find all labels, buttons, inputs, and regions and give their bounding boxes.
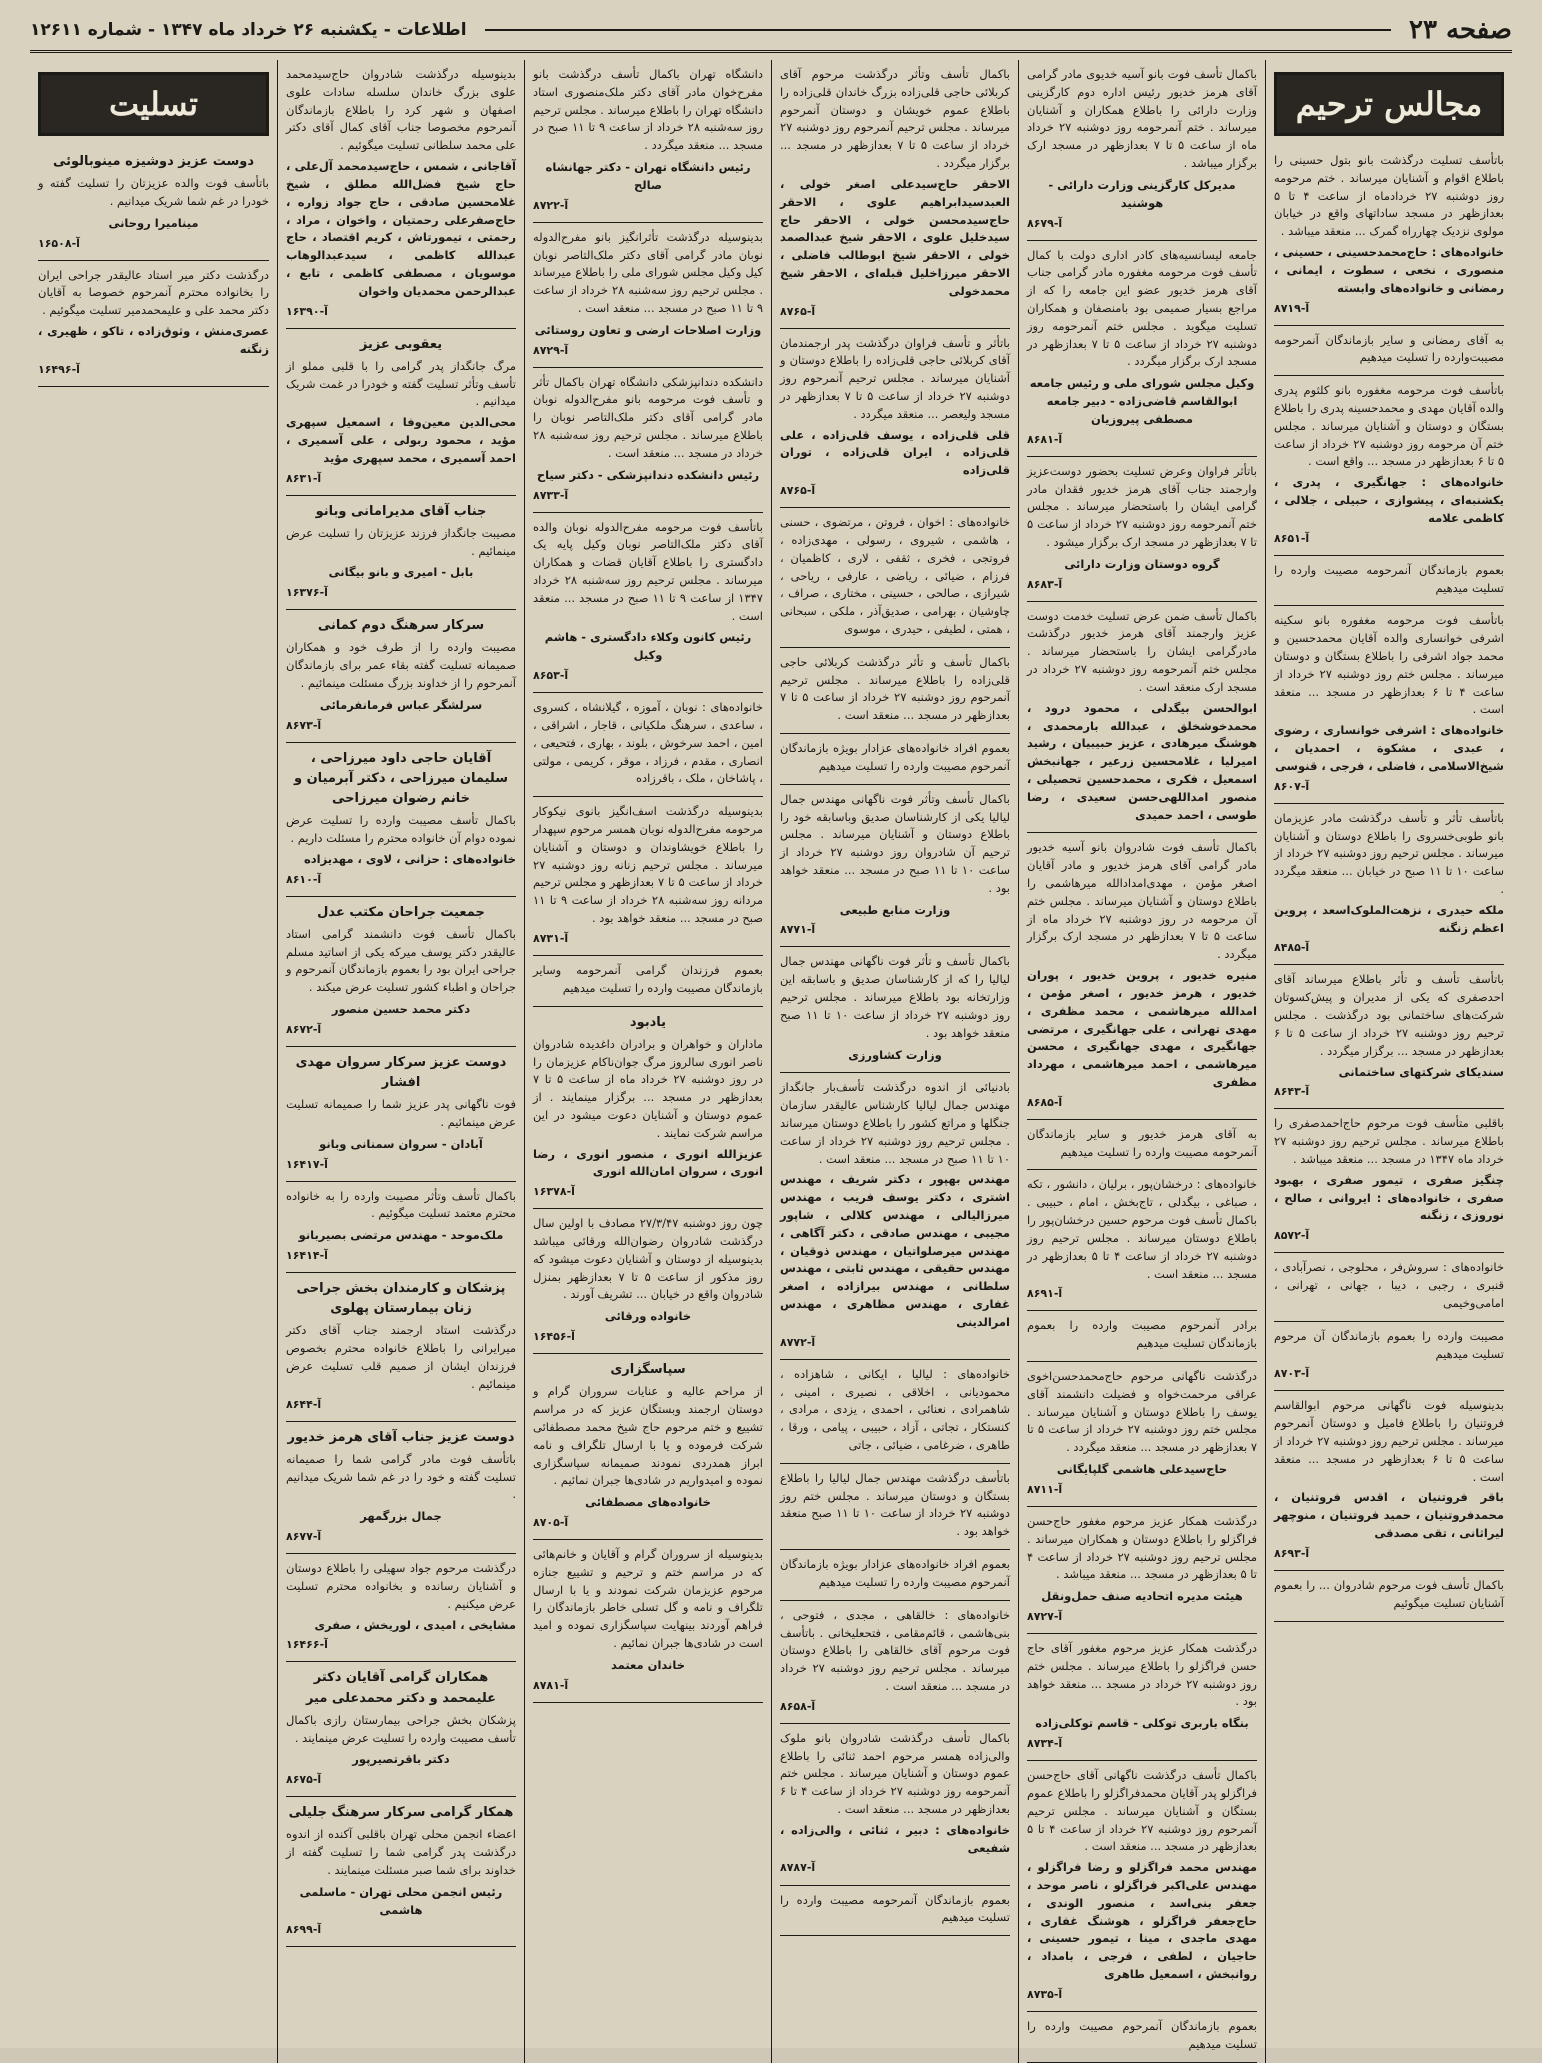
notice-body: جامعه لیسانسیه‌های کادر اداری دولت با کمال تأسف فوت مرحومه مغفوره مادر گرامی جناب آقای هرمز خدیور عضو این جامعه را که از مراجع بسیار صمیمی بود بامنصفان و همکاران تسلیت میگوید . مجلس ختم آنمرحومه روز دوشنبه ۲۷ خرداد از ساعت ۵ تا ۷ بعدازظهر در مسجد ارک برگزار میگردد . [1027,247,1258,369]
notice-body: بدینوسیله از سروران گرام و آقایان و خانم‌هائی که در مراسم ختم و ترحیم و تشییع جنازه مرحوم عزیزمان شرکت نمودند و یا با ارسال تلگراف و نامه و گل تسلی خاطر بازماندگان را فراهم آوردند بینهایت سپاسگزاری نموده و امید است در شادی‌ها جبران نمائیم . [533,1547,763,1651]
notice-code: آ-۸۶۴۴ [286,1397,322,1411]
notice-signature: دکتر محمد حسین منصور [331,1002,471,1017]
notice-code: آ-۸۶۷۳ [286,718,322,732]
notice-code: آ-۸۶۴۳ [1274,1085,1310,1099]
notice [286,610,516,742]
notice-code: آ-۸۵۷۲ [1274,1229,1310,1243]
notice-body: باکمال تأسف فوت دانشمند گرامی استاد عالیقدر دکتر یوسف میرکه یکی از اساتید مسلم جراحی ایران بود را بعموم بازماندگان آنمرحوم و جراحان و اطباء کشور تسلیت عرض میکند . [286,926,516,995]
notice-family: مشایخی ، امیدی ، لوریخش ، صفری [314,1617,516,1632]
notice-code: آ-۱۶۵۰۸ [38,236,80,250]
notice [780,329,1010,509]
notice [1027,1507,1257,1634]
notice [533,1209,763,1354]
notice [533,513,763,694]
notice-family: عزیزالله انوری ، منصور انوری ، رضا انوری ، سروان امان‌الله انوری [533,1146,763,1179]
notice-code: آ-۸۷۱۱ [1027,1482,1063,1496]
notice-code: آ-۸۷۲۹ [533,343,569,357]
notice-body: بعموم بازماندگان آنمرحومه مصیبت وارده را تسلیت میدهیم [1274,562,1504,595]
notice-body: درگذشت ناگهانی مرحوم حاج‌محمدحسن‌اخوی عراقی مرحمت‌خواه و فضیلت دانشمند آقای یوسف را باطلاع دوستان و آشنایان میرساند . مجلس ختم روز دوشنبه ۲۷ خرداد از ساعت ۵ تا ۷ بعدازظهر در مسجد ... منعقد میگردد . [1027,1368,1257,1455]
notice-body: باقلبی متأسف فوت مرحوم حاج‌احمدصفری را باطلاع میرساند . مجلس ترحیم روز دوشنبه ۲۷ خرداد ماه ۱۳۴۷ در مسجد ... منعقد میباشد . [1274,1116,1504,1166]
notice-code: آ-۸۶۹۱ [1027,1287,1063,1301]
notice [1274,965,1504,1109]
notice-signature: خانواده‌های مصطفائی [585,1495,711,1510]
notice-signature: گروه دوستان وزارت دارائی [1064,556,1220,571]
notice-body: خانواده‌های : خالقاهی ، مجدی ، فتوحی ، بنی‌هاشمی ، قائم‌مقامی ، فتحعلیخانی . باتأسف فوت مرحوم آقای خالقاهی را باطلاع دوستان میرساند . مجلس ترحیم روز دوشنبه ۲۷ خرداد در مسجد ... منعقد است . [780,1607,1010,1693]
notice-body: مصیبت وارده را بعموم بازماندگان آن مرحوم تسلیت میدهیم [1274,1328,1504,1361]
notice-body: باکمال تأسف فوت مرحوم شادروان ... را بعموم آشنایان تسلیت میگوئیم [1274,1577,1504,1610]
notice-code: آ-۸۷۰۵ [533,1515,569,1529]
notice-body: باتأسف فوت مرحومه مغفوره بانو کلثوم پدری والده آقایان مهدی و محمدحسینه پدری را باطلاع بستگان و دوستان و آشنایان میرساند . مجلس ختم آن مرحومه روز دوشنبه ۲۷ خرداد از ساعت ۵ تا ۶ بعدازظهر در مسجد ... واقع است . [1274,383,1504,469]
notice-body: درگذشت دکتر میر استاد عالیقدر جراحی ایران را بخانواده محترم آنمرحوم خصوصا به آقایان دکتر محمد علی و علیمحمدمیر تسلیت میگوئیم . [38,267,269,318]
header-rule [485,29,1392,31]
notice-code: آ-۸۶۰۷ [1274,779,1310,793]
notice [780,1073,1010,1359]
notice-family: ملکه حیدری ، نزهت‌الملوک‌اسعد ، پروین اعظم زنگنه [1274,902,1504,935]
notice-signature: بابل - امیری و بانو بیگانی [328,565,474,580]
notice-code: آ-۸۷۲۷ [1027,1609,1063,1623]
notice-body: به آقای رمضانی و سایر بازماندگان آنمرحومه مصیبت‌وارده را تسلیت میدهیم [1274,332,1504,365]
notice-body: خانواده‌های : اخوان ، فروتن ، مرتضوی ، حسنی ، هاشمی ، شیروی ، رسولی ، مهدی‌زاده ، فروتجی ، فخری ، ثقفی ، لاری ، کاظمیان ، فرزام ، ضیائی ، ریاضی ، عارفی ، ریاحی ، شیرازی ، صالحی ، حسینی ، مختاری ، صراف ، چاوشیان ، بهرامی ، صدیق‌آذر ، ملکی ، سبحانی ، همتی ، لطیفی ، حیدری ، موسوی [780,515,1010,637]
notice-code: آ-۸۶۵۱ [1274,531,1310,545]
notice-signature: دکتر باقرتصیرپور [352,1752,450,1767]
notice-family: خانواده‌های : دبیر ، ثنائی ، والی‌زاده ، شفیعی [780,1822,1010,1855]
notice-signature: رئیس کانون وکلاء دادگستری - هاشم وکیل [544,630,752,663]
notice-family: الاحقر حاج‌سیدعلی اصغر خولی ، العبدسیدابراهیم علوی ، الاحقر حاج‌سیدمحسن خولی ، الاحقر حاج سیدخلیل علوی ، الاحقر شیخ عبدالصمد خولی ، الاحقر شیخ ابوطالب فاضلی ، الاحقر میرزاخلیل قبله‌ای ، الاحقر شیخ محمدخولی [780,176,1010,298]
notice-head: یادبود [629,1014,667,1030]
notice-body: بعموم بازماندگان آنمرحومه مصیبت وارده را تسلیت میدهیم [780,1892,1010,1925]
notice [1027,1362,1257,1507]
notice-head: دوست عزیز سرکار سروان مهدی افشار [295,1054,507,1091]
notice [1274,1109,1504,1253]
notice-code: آ-۸۷۳۵ [1027,1987,1063,2001]
notice-code: آ-۸۶۵۸ [780,1699,816,1713]
notice-body: باتأسف فوت والده عزیزتان را تسلیت گفته و خودرا در غم شما شریک میدانیم . [38,176,269,208]
notice [38,146,269,261]
notice-family: خانواده‌های : اشرفی خوانساری ، رضوی ، عبدی ، مشکوة ، احمدیان ، شیخ‌الاسلامی ، فاضلی ، فرجی ، قنوسی [1274,723,1504,773]
notice-head: جناب آقای مدیرامانی وبانو [315,503,487,519]
notice-code: آ-۸۷۸۱ [533,1678,569,1692]
notice-body: باتأسف فوت مرحومه مغفوره بانو سکینه اشرفی خوانساری والده آقایان محمدحسین و محمد جواد اشرفی را باطلاع بستگان و دوستان میرساند . مجلس ختم روز دوشنبه ۲۷ خرداد از ساعت ۴ تا ۶ بعدازظهر در مسجد ... منعقد است . [1274,613,1504,717]
notice-signature: جمال بزرگمهر [360,1509,442,1524]
notice-body: ماداران و خواهران و برادران داغدیده شادروان ناصر انوری سالروز مرگ جوان‌ناکام عزیزمان را در روز دوشنبه ۲۷ خرداد ماه از ساعت ۵ تا ۷ بعدازظهر در مسجد ... برگزار مینمایند . از عموم دوستان و آشنایان دعوت میشود در این مراسم شرکت نمایند . [533,1036,764,1140]
notice [780,1464,1010,1550]
notice [1027,457,1257,602]
notice [286,897,516,1047]
notice [1027,1761,1257,2012]
notice-body: باکمال تأسف وتأثر درگذشت مرحوم آقای کربلائی حاجی قلی‌زاده بزرگ خاندان قلی‌زاده را باطلاع عموم خویشان و دوستان آنمرحوم میرساند . مجلس ترحیم آنمرحوم روز دوشنبه ۲۷ خرداد از ساعت ۵ تا ۷ بعدازظهر در مسجد ... برگزار میگردد . [780,67,1011,171]
columns-container [30,60,1512,2051]
column-1 [1265,60,1512,2063]
notice-body: باکمال تأسف مصیبت وارده را تسلیت عرض نموده دوام آن خانواده محترم را مسئلت داریم . [286,813,516,845]
notice-body: باکمال تأسف و تأثر فوت ناگهانی مهندس جمال لیالیا را که از کارشناسان صدیق و باسابقه این وزارتخانه بود باطلاع میرساند . مجلس ترحیم روز دوشنبه ۲۷ خرداد از ساعت ۱۰ تا ۱۱ صبح منعقد خواهد بود . [780,954,1011,1040]
notice [286,1182,516,1273]
notice [286,329,516,496]
notice [780,1886,1010,1937]
notice-code: آ-۸۶۳۱ [286,471,322,485]
notice-body: باتأسف تأسف و تأثر باطلاع میرساند آقای احدصفری که یکی از مدیران و پیش‌کسوتان شرکت‌های ساختمانی بود درگذشت . مجلس ترحیم روز دوشنبه ۲۷ خرداد از ساعت ۵ تا ۶ بعدازظهر در مسجد ... برگزار میگردد . [1274,972,1504,1058]
notice-body: باکمال تأسف و تأثر درگذشت کربلائی حاجی قلی‌زاده را باطلاع میرساند . مجلس ترحیم آنمرحوم روز دوشنبه ۲۷ خرداد از ساعت ۵ تا ۷ بعدازظهر در مسجد ... منعقد است . [780,654,1011,723]
notice-family: سندیکای شرکتهای ساختمانی [1338,1064,1504,1079]
notice-body: باکمال تأسف وتأثر فوت ناگهانی مهندس جمال لیالیا یکی از کارشناسان صدیق وباسابقه خود را باطلاع دوستان و آشنایان میرساند . مجلس ترحیم آن شادروان روز دوشنبه ۲۷ خرداد از ساعت ۱۰ تا ۱۱ صبح در مسجد ... منعقد خواهد بود . [780,791,1011,895]
notice [1027,602,1257,834]
notice-code: آ-۸۷۷۲ [780,1335,816,1349]
notice-signature: مینامیرا روحانی [108,215,199,230]
notice-body: چون روز دوشنبه ۲۷/۳/۴۷ مصادف با اولین سال درگذشت شادروان رضوان‌الله ورقائی میباشد بدینوسیله از دوستان و آشنایان دعوت میشود که روز مذکور از ساعت ۵ تا ۷ بعدازظهر بمنزل شادروان واقع در خیابان ... تشریف آورند . [533,1216,763,1302]
notice-body: دانشگاه تهران باکمال تأسف درگذشت بانو مفرح‌خوان مادر آقای دکتر ملک‌منصوری استاد دانشگاه تهران را باطلاع میرساند . مجلس ترحیم روز سه‌شنبه ۲۸ خرداد از ساعت ۹ تا ۱۱ صبح در مسجد ... منعقد میگردد . [533,67,763,153]
notice [1274,804,1504,966]
notice-code: آ-۸۷۰۳ [1274,1367,1310,1381]
notice-code: آ-۸۷۸۷ [780,1861,816,1875]
section-header: تسلیت [38,72,269,136]
notice [780,1550,1010,1601]
notice-code: آ-۸۷۲۲ [533,198,569,212]
notice [1274,1253,1504,1321]
notice-signature: مدیرکل کارگزینی وزارت دارائی - هوشنید [1048,177,1236,210]
notice [286,743,516,897]
notice-code: آ-۱۶۳۹۰ [286,304,328,318]
notice-signature: خانواده ورقائی [604,1309,692,1324]
notice-family: چنگیز صفری ، تیمور صفری ، بهبود صفری ، خانواده‌های : ایروانی ، صالح ، نوروزی ، زنگنه [1274,1172,1504,1223]
notice-body: باتأسف فوت مادر گرامی شما را صمیمانه تسلیت گفته و خود را در غم شما شریک میدانیم . [286,1451,516,1502]
notice-family: قلی قلی‌زاده ، یوسف قلی‌زاده ، علی قلی‌زاده ، ایران قلی‌زاده ، توران قلی‌زاده [780,427,1010,478]
notice-body: باتأسف فوت مرحومه مفرح‌الدوله نوبان والده آقای دکتر ملک‌التاصر نوبان وکیل پایه یک دادگستری را باطلاع آقایان قضات و همکاران میرساند . مجلس ترحیم روز سه‌شنبه ۲۸ خرداد ۱۳۴۷ از ساعت ۹ تا ۱۱ صبح در مسجد ... منعقد است . [533,519,764,623]
column-6 [30,60,277,2063]
notice-signature: وکیل مجلس شورای ملی و رئیس جامعه ابوالقاسم قاضی‌زاده - دبیر جامعه مصطفی پیروزیان [1029,376,1255,426]
notice-family: ابوالحسن بیگدلی ، محمود درود ، محمدخوشخلق ، عبدالله بارمحمدی ، هوشنگ میرهادی ، عزیز حبیبیان ، رشید امیرلیا ، غلامحسین زرعیر ، جهانبخش اسمعیل ، فکری ، محمدحسین تحصیلی ، منصور امداللهی‌حسن سعیدی ، رضا طوسی ، احمد حمیدی [1027,700,1257,822]
notice-body: باتأسف درگذشت مهندس جمال لیالیا را باطلاع بستگان و دوستان میرساند . مجلس ختم روز دوشنبه ۲۷ خرداد از ساعت ۱۰ تا ۱۱ صبح منعقد خواهد بود . [780,1470,1010,1539]
notice-family: محی‌الدین معین‌وفا ، اسمعیل سپهری مؤید ، محمود ربولی ، علی آسمیری ، احمد آسمیری ، محمد سپهری مؤید [286,415,516,465]
notice-body: باتأسف تسلیت درگذشت بانو بتول حسینی را باطلاع اقوام و آشنایان میرساند . ختم مرحومه روز دوشنبه ۲۷ خردادماه از ساعت ۴ تا ۵ بعدازظهر در مسجد ساداتهای واقع در خیابان مولوی نزدیک چهارراه گمرک ... منعقد میباشد . [1274,153,1505,239]
notice [780,508,1010,648]
notice-body: خانواده‌های : لیالیا ، ایکانی ، شاهزاده ، محمودیانی ، اخلاقی ، نصیری ، امینی ، شاهمرادی ، نعنائی ، احمدی ، یزدی ، مرادی ، کنستکار ، تجاتی ، آزاد ، حبیبی ، پیامی ، ورقا ، طاهری ، ضرغامی ، ضیائی ، جاتی [780,1366,1010,1452]
notice-code: آ-۸۶۷۲ [286,1022,322,1036]
notice-code: آ-۸۶۵۳ [533,669,569,683]
notice-signature: رئیس دانشگاه تهران - دکتر جهانشاه صالح [545,160,751,192]
notice-code: آ-۸۶۷۹ [1027,216,1063,230]
notice-head: سپاسگزاری [610,1362,686,1378]
notice [780,734,1010,785]
notice [1274,326,1504,377]
notice-body: درگذشت همکار عزیز مرحوم مغفور آقای حاج حسن فراگزلو را باطلاع میرساند . مجلس ختم روز دوشنبه ۲۷ خرداد در مسجد ... منعقد خواهد بود . [1027,1641,1257,1709]
notice [533,797,763,956]
notice [1274,376,1504,556]
notice-signature: رئیس دانشکده دندانپزشکی - دکتر سیاح [536,467,760,482]
notice-code: آ-۸۷۶۵ [780,304,816,318]
notice [533,956,763,1007]
notice-body: بعموم افراد خانواده‌های عزادار بویژه بازماندگان آنمرحوم مصیبت وارده را تسلیت میدهیم [780,1557,1010,1589]
notice [1027,1120,1257,1171]
notice-signature: وزارت اصلاحات ارضی و تعاون روستائی [534,322,762,337]
notice-family: خانواده‌های : جهانگیری ، پدری ، یکشنبه‌ای ، پیشوازی ، حبیلی ، جلالی ، کاظمی علامه [1274,475,1504,525]
notice-family: مهندس بهپور ، دکتر شریف ، مهندس اشتری ، دکتر یوسف فریب ، مهندس میرزالیالی ، مهندس کلالی ، شاپور مجیبی ، مهندس صادقی ، دکتر آگاهی ، مهندس میرصلواتیان ، مهندس ذوقیان ، مهندس حقیقی ، مهندس ثابتی ، مهندس سلطانی ، مهندس بیرازاده ، اصغر غفاری ، مهندس مظاهری ، مهندس امرالدینی [780,1172,1010,1329]
notice-body: بعموم افراد خانواده‌های عزادار بویژه بازماندگان آنمرحوم مصیبت وارده را تسلیت میدهیم [780,741,1010,773]
notice-body: بدینوسیله درگذشت شادروان حاج‌سیدمحمد علوی بزرگ خاندان سلسله سادات علوی اصفهان و شهر کرد را باطلاع بازماندگان آنمرحوم مخصوصا جناب آقای کمال آقای دکتر علی محمد سلطانی تسلیت میگوئیم . [286,67,516,153]
notice-code: آ-۸۴۸۵ [1274,941,1310,955]
notice-body: باکمال تأسف ضمن عرض تسلیت خدمت دوست عزیز وارجمند آقای هرمز خدیور درگذشت مادرگرامی ایشان را باستحضار میرساند . مجلس ختم آنمرحومه روز دوشنبه ۲۷ خرداد در مسجد ارک منعقد است . [1027,608,1257,694]
notice-body: خانواده‌های : درخشان‌پور ، برلیان ، دانشور ، تکه ، صباغی ، بیگدلی ، تاج‌بخش ، امام ، حبیبی . باکمال تأسف فوت مرحوم حسین درخشان‌پور را باطلاع دوستان میرساند . مجلس ترحیم روز دوشنبه ۲۷ خرداد از ساعت ۴ تا ۵ بعدازظهر در مسجد ... منعقد است . [1027,1177,1258,1281]
notice-signature: هیئت مدیره اتحادیه صنف حمل‌ونقل [1041,1589,1243,1604]
notice-head: دوست عزیز دوشیزه مینوبالوئی [52,154,255,169]
notice [533,693,763,797]
notice-code: آ-۱۶۳۷۸ [533,1185,575,1199]
notice-code: آ-۸۶۷۵ [286,1773,322,1787]
notice-family: خانواده‌های : حاج‌محمدحسینی ، حسینی ، منصوری ، نخعی ، سطوت ، ایمانی ، رمضانی و خانواده‌های وابسته [1274,245,1504,295]
notice-body: دانشکده دندانپزشکی دانشگاه تهران باکمال تأثر و تأسف فوت مرحومه بانو مفرح‌الدوله نوبان مادر گرامی آقای دکتر ملک‌التاصر نوبان را باطلاع میرساند . مجلس ترحیم روز سه‌شنبه ۲۸ خرداد در مسجد ... منعقد است . [533,374,763,460]
notice-body: باکمال تأسف فوت بانو آسیه خدیوی مادر گرامی آقای هرمز خدیور رئیس اداره دوم کارگزینی وزارت دارائی را باطلاع همکاران و آشنایان میرساند . ختم آنمرحومه روز دوشنبه ۲۷ خرداد ماه از ساعت ۵ تا ۷ بعدازظهر در مسجد ارک برگزار میباشد . [1027,67,1258,171]
notice-signature: خاندان معتمد [611,1657,685,1672]
notice-body: خانواده‌های : سروش‌فر ، محلوجی ، نصرآبادی ، قنبری ، رجبی ، دیبا ، جهانی ، تهرانی ، امامی‌وخیمی [1274,1260,1504,1310]
notice-code: آ-۸۷۳۴ [1027,1737,1063,1751]
notice-head: سرکار سرهنگ دوم کمانی [317,618,485,634]
notice-body: بعموم فرزندان گرامی آنمرحومه وسایر بازماندگان مصیبت وارده را تسلیت میدهیم [533,962,763,995]
notice [1027,1634,1257,1761]
notice-signature: رئیس انجمن محلی تهران - ماسلمی هاشمی [299,1884,503,1917]
notice-signature: سرلشگر عباس فرمانفرمائی [319,697,483,712]
notice [780,60,1010,329]
notice-code: آ-۱۶۴۹۶ [38,362,80,376]
notice-head: آقایان حاجی داود میرزاحی ، سلیمان میرزاحی ، دکتر آبرمیان و خانم رضوان میرزاحی [293,750,509,807]
notice-code: آ-۱۶۴۱۴ [286,1249,328,1263]
notice-body: بدینوسیله فوت ناگهانی مرحوم ابوالقاسم فروتنیان را باطلاع فامیل و دوستان آنمرحوم میرساند . مجلس ترحیم روز دوشنبه ۲۷ خرداد از ساعت ۵ تا ۶ بعدازظهر در مسجد ... منعقد است . [1274,1398,1504,1484]
notice-code: آ-۱۶۴۱۷ [286,1157,328,1171]
notice [1274,1322,1504,1392]
notice-code: آ-۱۶۳۷۶ [286,586,328,600]
notice [286,60,516,329]
notice [780,648,1010,734]
notice-code: آ-۸۷۷۱ [780,923,816,937]
notice [1274,606,1504,803]
section-header: مجالس ترحیم [1274,72,1504,136]
notice-body: از مراحم عالیه و عنایات سروران گرام و دوستان ارجمند وبستگان عزیز که در مراسم تشییع و ختم مرحوم حاج شیخ محمد مصطفائی شرکت فرموده و یا با ارسال تلگراف و نامه ابراز همدردی نمودند صمیمانه سپاسگزاری نموده و امیدواریم در شادی‌ها جبران نمائیم . [533,1384,763,1488]
notice [780,785,1010,948]
notice-body: اعضاء انجمن محلی تهران باقلبی آکنده از اندوه درگذشت پدر گرامی شما را تسلیت گفته از خداوند برای شما صبر مسئلت مینمایند . [286,1827,516,1877]
notice-code: آ-۸۶۹۹ [286,1923,322,1937]
notice-body: باکمال تأسف درگذشت ناگهانی آقای حاج‌حسن فراگزلو پدر آقایان محمدفراگزلو را باطلاع عموم بستگان و آشنایان میرساند . مجلس ترحیم آنمرحوم روز دوشنبه ۲۷ خرداد از ساعت ۴ تا ۵ بعدازظهر در مسجد ... منعقد است . [1027,1768,1258,1854]
page-number: صفحه ۲۳ [1409,15,1512,45]
notice-body: باتأسف تأثر و تأسف درگذشت مادر عزیزمان بانو طوبی‌خسروی را باطلاع دوستان و آشنایان میرساند . مجلس ترحیم روز دوشنبه ۲۷ خرداد از ساعت ۱۰ تا ۱۱ صبح در خیابان ... منعقد میگردد . [1274,810,1504,896]
notice [1274,1571,1504,1622]
notice [286,1273,516,1422]
notice-signature: ملک‌موحد - مهندس مرتضی بصیربانو [298,1228,504,1243]
notice [1027,833,1257,1119]
notice-body: بعموم بازماندگان آنمرحوم مصیبت وارده را تسلیت میدهیم [1027,2018,1257,2051]
notice [286,1554,516,1662]
notice-body: مصیبت جانگداز فرزند عزیزتان را تسلیت عرض مینمائیم . [286,525,516,558]
notice-code: آ-۱۶۴۵۶ [533,1330,575,1344]
notice-body: باکمال تأسف فوت شادروان بانو آسیه خدیور مادر گرامی آقای هرمز خدیور و مادر آقایان اصغر مؤمن ، مهدی‌امدادالله میرهاشمی را باطلاع دوستان و آشنایان میرساند . مجلس ختم آن مرحومه در روز دوشنبه ۲۷ خرداد ماه از ساعت ۵ تا ۷ بعدازظهر در مسجد ارک برگزار میگردد . [1027,840,1258,962]
notice-signature: آبادان - سروان سمنانی وبانو [319,1136,483,1151]
notice-head: یعقوبی عزیز [359,336,443,352]
notice [1274,146,1504,326]
notice-code: آ-۱۶۴۶۶ [286,1638,328,1652]
notice-body: درگذشت استاد ارجمند جناب آقای دکتر میرایرانی را باطلاع خانواده محترم بخصوص فرزندان ایشان از صمیم قلب تسلیت عرض مینمائیم . [286,1323,516,1391]
notice-family: خانواده‌های : حزانی ، لاوی ، مهدیزاده [303,851,516,866]
notice [533,368,763,513]
notice [533,223,763,368]
notice [286,1797,516,1947]
notice-body: بدینوسیله درگذشت تأثرانگیز بانو مفرح‌الدوله نوبان مادر گرامی آقای دکتر ملک‌التاصر نوبان کیل وکیل مجلس شورای ملی را باطلاع میرساند . مجلس ترحیم روز سه‌شنبه ۲۸ خرداد از ساعت ۹ تا ۱۱ صبح در مسجد ... منعقد است . [533,229,763,315]
notice-family: باقر فروتنیان ، اقدس فروتنیان ، محمدفروتنیان ، حمید فروتنیان ، منوچهر لیراثانی ، تقی مصدقی [1274,1490,1504,1541]
notice-code: آ-۸۶۸۳ [1027,577,1063,591]
notice [533,1354,763,1540]
notice-code: آ-۸۷۶۵ [780,484,816,498]
notice-signature: بنگاه باربری توکلی - قاسم توکلی‌زاده [1035,1716,1249,1731]
notice [780,1724,1010,1886]
notice-family: مهندس محمد فراگزلو و رضا فراگزلو ، مهندس علی‌اکبر فراگزلو ، ناصر موحد ، جعفر بنی‌اسد ، منصور الوندی ، حاج‌جعفر فراگزلو ، هوشنگ غفاری ، مهدی ماجدی ، مینا ، تیمور حسینی ، حاجیان ، لطفی ، فرجی ، بامداد ، روانبخش ، اسمعیل طاهری [1027,1860,1257,1982]
notice-code: آ-۸۷۱۹ [1274,301,1310,315]
notice-body: مصیبت وارده را از طرف خود و همکاران صمیمانه تسلیت گفته بقاء عمر برای بازماندگان آنمرحوم را از خداوند بزرگ مسئلت مینمائیم . [286,640,516,691]
notice [1027,241,1257,457]
notice-code: آ-۸۷۳۱ [533,931,569,945]
notice [780,1601,1010,1724]
notice-family: آقاجانی ، شمس ، حاج‌سیدمحمد آل‌علی ، حاج شیخ فضل‌الله مطلق ، شیخ غلامحسین صادقی ، حاج جواد زواره ، حاج‌صفرعلی رحمتیان ، واخوان ، مراد ، رحمتی ، تیمورتاش ، کریم اقتصاد ، حاج عبدالله کاظمی ، سیدعبدالوهاب موسویان ، مصطفی کاظمی ، تابع ، عبدالرحمن محمدیان واخوان [286,159,516,298]
notice [1274,1391,1504,1571]
notice [1274,556,1504,607]
notice [533,60,763,223]
notice-signature: حاج‌سیدعلی هاشمی گلپایگانی [1056,1462,1228,1477]
notice [533,1540,763,1703]
notice-body: باتأثر و تأسف فراوان درگذشت پدر ارجمندمان آقای کربلائی حاجی قلی‌زاده را باطلاع دوستان و آشنایان میرساند . مجلس ترحیم آنمرحوم روز دوشنبه ۲۷ خرداد از ساعت ۵ تا ۷ بعدازظهر در مسجد ولیعصر ... منعقد میگردد . [780,335,1011,421]
notice-code: آ-۸۷۳۳ [533,488,569,502]
notice-code: آ-۸۶۱۰ [286,872,322,886]
notice-body: بادنیائی از اندوه درگذشت تأسف‌بار جانگداز مهندس جمال لیالیا کارشناس عالیقدر سازمان جنگلها و مراتع کشور را باطلاع دوستان میرساند . مجلس ترحیم روز دوشنبه ۲۷ خرداد از ساعت ۱۰ تا ۱۱ صبح در مسجد ... منعقد است . [780,1080,1010,1166]
notice-body: پزشکان بخش جراحی بیمارستان رازی باکمال تأسف مصیبت وارده را تسلیت عرض مینمایند . [286,1712,516,1745]
page-header [30,10,1512,53]
notice-body: باکمال تأسف درگذشت شادروان بانو ملوک والی‌زاده همسر مرحوم احمد ثنائی را باطلاع عموم دوستان و آشنایان میرساند . مجلس ختم آنمرحومه روز دوشنبه ۲۷ خرداد از ساعت ۴ تا ۶ بعدازظهر در مسجد ... منعقد است . [780,1730,1011,1817]
notice [780,947,1010,1073]
notice-head: دوست عزیز جناب آقای هرمز خدیور [287,1429,515,1445]
notice-code: آ-۸۶۷۷ [286,1530,322,1544]
notice-code: آ-۸۶۸۵ [1027,1095,1063,1109]
notice [1027,2012,1257,2063]
notice-head: پزشکان و کارمندان بخش جراحی زنان بیمارستان پهلوی [296,1281,506,1317]
notice-signature: وزارت منابع طبیعی [839,902,951,917]
notice-body: باتأثر فراوان وعرض تسلیت بحضور دوست‌عزیز وارجمند جناب آقای هرمز خدیور فقدان مادر گرامی ایشان را باستحضار میرساند . مجلس ختم آنمرحومه روز دوشنبه ۲۷ خرداد از ساعت ۵ تا ۷ بعدازظهر در مسجد ارک برگزار میشود . [1027,463,1257,549]
notice [286,1422,516,1554]
notice-body: مرگ جانگداز پدر گرامی را با قلبی مملو از تأسف وتأثر تسلیت گفته و خودرا در غمت شریک میدانیم . [286,358,516,409]
notice-body: فوت ناگهانی پدر عزیز شما را صمیمانه تسلیت عرض مینمائیم . [286,1097,516,1129]
notice-body: درگذشت همکار عزیز مرحوم مغفور حاج‌حسن فراگزلو را باطلاع دوستان و همکاران میرساند . مجلس ترحیم روز دوشنبه ۲۷ خرداد از ساعت ۴ تا ۵ بعدازظهر در مسجد ... منعقد میباشد . [1027,1513,1258,1582]
notice-head: جمعیت جراحان مکتب عدل [317,904,485,920]
notice-body: بدینوسیله درگذشت اسف‌انگیز بانوی نیکوکار مرحومه مفرح‌الدوله نوبان همسر مرحوم سپهدار را باطلاع خویشاوندان و دوستان و آشنایان میرساند . مجلس ترحیم زنانه روز دوشنبه ۲۷ خرداد از ساعت ۵ تا ۷ بعدازظهر و مجلس ترحیم مردانه روز سه‌شنبه ۲۸ خرداد از ساعت ۹ تا ۱۱ صبح در مسجد ... منعقد خواهد بود . [533,804,764,926]
notice [38,261,269,387]
notice-body: به آقای هرمز خدیور و سایر بازماندگان آنمرحومه مصیبت وارده را تسلیت میدهیم [1027,1126,1257,1159]
issue-meta: اطلاعات - یکشنبه ۲۶ خرداد ماه ۱۳۴۷ - شماره ۱۲۶۱۱ [30,20,467,40]
column-2 [1018,60,1265,2063]
notice-body: باکمال تأسف وتأثر مصیبت وارده را به خانواده محترم معتمد تسلیت میگوئیم . [286,1188,516,1221]
notice [286,496,516,611]
notice-signature: وزارت کشاورزی [848,1047,942,1062]
column-5 [277,60,524,2063]
notice-code: آ-۸۶۹۳ [1274,1546,1310,1560]
notice-family: عصری‌منش ، وثوق‌زاده ، تاکو ، ظهیری ، زنگنه [38,324,269,356]
notice-code: آ-۸۶۸۱ [1027,432,1063,446]
notice-head: همکار گرامی سرکار سرهنگ جلیلی [288,1805,514,1821]
notice [286,1047,516,1182]
notice [1027,1170,1257,1311]
notice-body: برادر آنمرحوم مصیبت وارده را بعموم بازماندگان تسلیت میدهیم [1027,1318,1257,1351]
notice-body: درگذشت مرحوم جواد سهیلی را باطلاع دوستان و آشنایان رسانده و بخانواده محترم تسلیت عرض میکنیم . [286,1561,516,1611]
notice [780,1360,1010,1464]
notice [286,1662,516,1797]
notice [1027,60,1257,241]
notice-head: همکاران گرامی آقایان دکتر علیمحمد و دکتر محمدعلی میر [305,1670,497,1706]
notice-body: خانواده‌های : نوبان ، آموزه ، گیلانشاه ، کسروی ، ساعدی ، سرهنگ ملکیانی ، قاجار ، اشراقی ، امین ، احمد سرخوش ، بلوند ، بهاری ، فتحیعی ، انصاری ، مقدم ، فرزاد ، موقر ، کریمی ، مولتی ، پاشاخان ، ملک ، باقرزاده [533,700,763,786]
notice [533,1007,763,1210]
column-4 [524,60,771,2063]
notice [1027,1311,1257,1362]
notice-family: منیره خدیور ، پروین خدیور ، پوران خدیور ، هرمز خدیور ، اصغر مؤمن ، امدالله میرهاشمی ، محمد مظفری ، مهدی تهرانی ، علی جهانگیری ، مرتضی جهانگیری ، مهدی جهانگیری ، محسن میرهاشمی ، احمد میرهاشمی ، مهرداد مظفری [1027,968,1257,1089]
column-3 [771,60,1018,2063]
